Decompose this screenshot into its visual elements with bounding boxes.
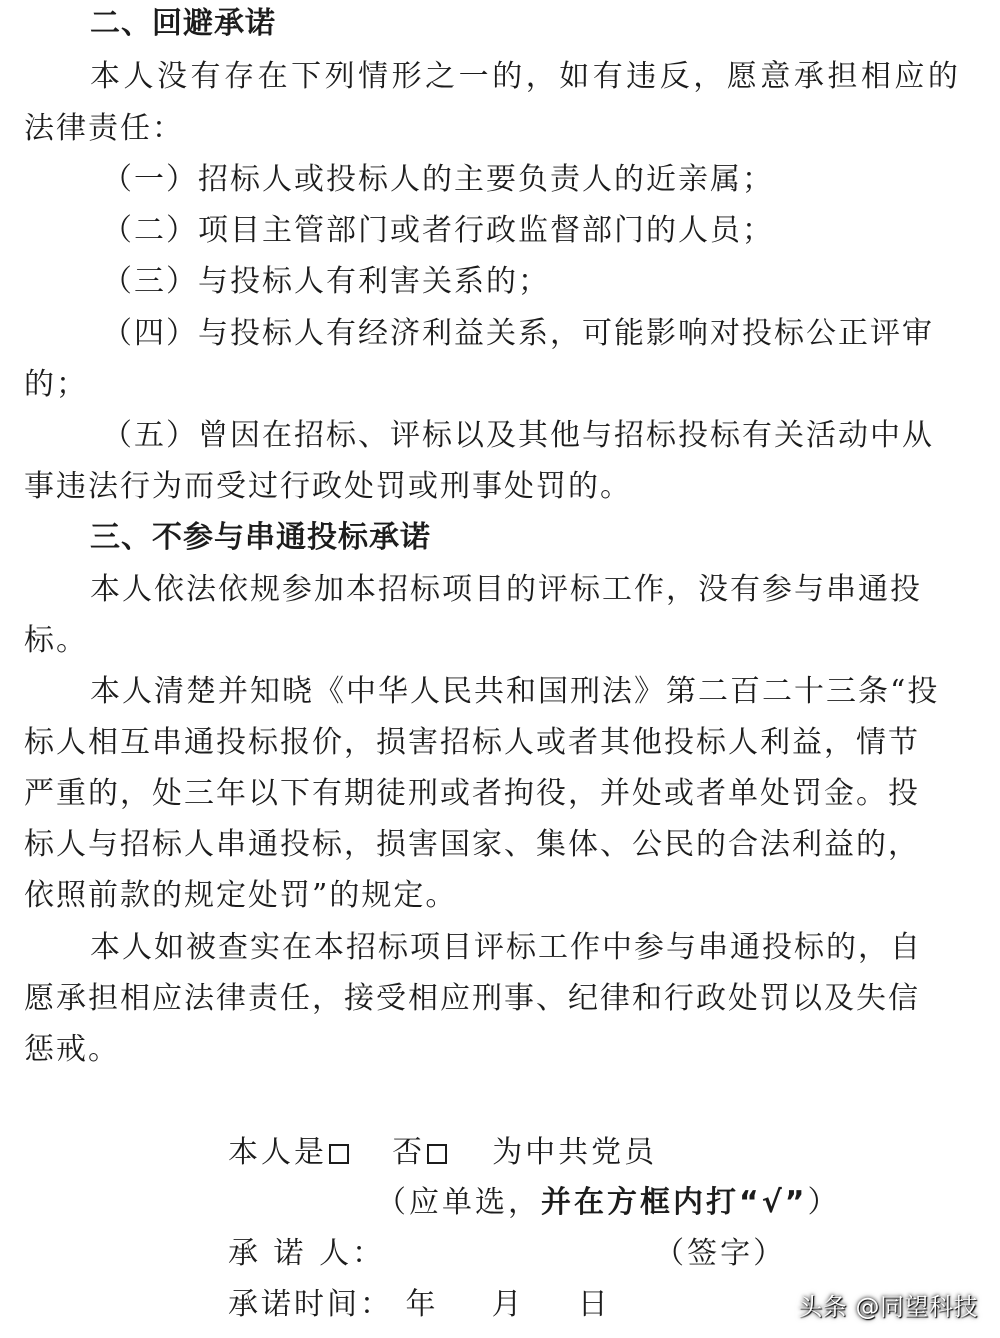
party-no-label: 否 [392, 1135, 426, 1170]
signer-line [228, 1232, 786, 1276]
list-item: （一）招标人或投标人的主要负责人的近亲属； [102, 162, 774, 197]
paragraph-line: 依照前款的规定处罚”的规定。 [24, 878, 458, 913]
list-item: （五）曾因在招标、评标以及其他与招标投标有关活动中从 [102, 418, 934, 453]
list-item: 事违法行为而受过行政处罚或刑事处罚的。 [24, 469, 632, 504]
month-label: 月 [491, 1287, 525, 1322]
date-label: 承诺时间： [228, 1287, 393, 1322]
date-line [228, 1283, 611, 1327]
selection-note [376, 1181, 840, 1225]
paragraph-line: 严重的，处三年以下有期徒刑或者拘役，并处或者单处罚金。投 [24, 776, 920, 811]
list-item: （二）项目主管部门或者行政监督部门的人员； [102, 213, 774, 248]
party-prefix: 本人是 [228, 1135, 327, 1170]
party-yes-checkbox[interactable] [329, 1144, 349, 1164]
paragraph-line: 标人相互串通投标报价，损害招标人或者其他投标人利益，情节 [24, 725, 920, 760]
paragraph-line: 本人依法依规参加本招标项目的评标工作，没有参与串通投 [90, 572, 922, 607]
paragraph-line: 标。 [24, 623, 88, 658]
note-open: （应单选， [376, 1185, 541, 1220]
paragraph-line: 法律责任： [24, 111, 184, 146]
paragraph-line: 标人与招标人串通投标，损害国家、集体、公民的合法利益的， [24, 827, 920, 862]
party-suffix: 为中共党员 [492, 1135, 658, 1170]
paragraph-line: 惩戒。 [24, 1032, 120, 1067]
sign-hint: （签字） [654, 1236, 787, 1271]
watermark-text: 头条 @同望科技 [798, 1293, 978, 1321]
section-heading-avoidance: 二、回避承诺 [90, 6, 276, 41]
note-bold: 并在方框内打“√” [541, 1185, 808, 1220]
year-label: 年 [405, 1287, 439, 1322]
party-member-line [228, 1131, 657, 1175]
section-heading-no-collusion: 三、不参与串通投标承诺 [90, 520, 431, 555]
paragraph-line: 本人清楚并知晓《中华人民共和国刑法》第二百二十三条“投 [90, 674, 940, 709]
list-item: 的； [24, 367, 88, 402]
list-item: （四）与投标人有经济利益关系，可能影响对投标公正评审 [102, 316, 934, 351]
paragraph-line: 愿承担相应法律责任，接受相应刑事、纪律和行政处罚以及失信 [24, 981, 920, 1016]
day-label: 日 [577, 1287, 611, 1322]
paragraph-line: 本 人 没 有 存 在 下 列 情 形 之 一 的 ， 如 有 违 反 ， 愿 意 承 担 相 应 的 [90, 59, 960, 94]
party-no-checkbox[interactable] [427, 1144, 447, 1164]
paragraph-line: 本人如被查实在本招标项目评标工作中参与串通投标的，自 [90, 930, 922, 965]
list-item: （三）与投标人有利害关系的； [102, 264, 550, 299]
note-close: ） [807, 1185, 841, 1220]
signer-label: 承 诺 人： [228, 1236, 386, 1271]
